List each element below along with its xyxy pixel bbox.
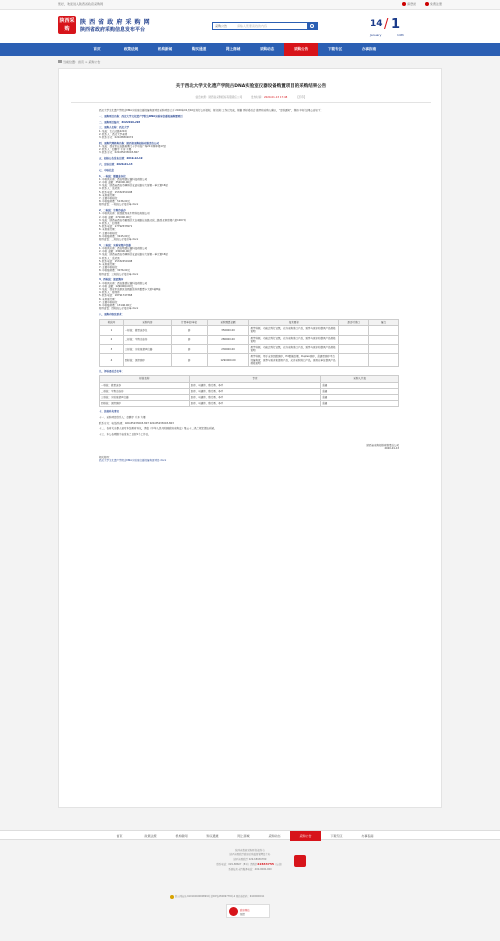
tail-line: 十二、各有关当事人若对本结果有异议，请依《中华人民共和国政府采购法》第五十二条之规定提出质疑。 [99, 427, 217, 431]
table-cell: 套 [171, 344, 207, 353]
table-cell: 教学科研，功能达到行业级，允许采购进口产品，需参与需求和提供产品规格说明 [249, 344, 339, 353]
table-cell: 赵炜、马建伟、蔡元勇、李平 [189, 382, 321, 388]
table-cell: 1 [100, 326, 124, 335]
table-row [100, 354, 399, 367]
table-header: 采购内容 [123, 319, 171, 325]
section-line: 4. 联系人：高武英 [99, 256, 120, 260]
account-links [394, 2, 442, 6]
table-header: 标段号 [100, 319, 124, 325]
section-line: 4. 联系人：赵伟燕 [99, 222, 120, 226]
section-line: 1. 中标供应商：西安维德仪器科技有限公司 [99, 281, 148, 285]
table-header: 备注 [369, 319, 399, 325]
nav-item[interactable]: 采购动态 [259, 47, 275, 51]
section-heading: 二、采购项目编号：ZCZ2019-293 [99, 120, 141, 124]
section-heading: 六、定标日期：2020-01-13 [99, 163, 133, 166]
table-cell: 套 [171, 335, 207, 344]
user-icon [402, 2, 406, 6]
table-cell: 教学科研，用于全基因组测序，Pd数据处理，Duplex测序，高通量测序平台设备购置，需参与需求和提供产品，允许采购进口产品，需供应单位提供产品规格说明 [249, 354, 339, 367]
table-cell: 3 [100, 344, 124, 353]
top-bar [0, 0, 500, 10]
search-button[interactable] [307, 23, 317, 29]
section-line: 7. 主要中标标的： [99, 197, 120, 201]
table-cell [369, 354, 399, 367]
breadcrumb: 当前位置：首页 > 采购公告 [58, 60, 100, 64]
table-cell: 二标段：生物冷冻存 [123, 335, 171, 344]
table-header: 专家 [189, 376, 321, 382]
section-line: 7. 主要中标标的： [99, 300, 120, 304]
footer-nav-item[interactable]: 购买通道 [206, 834, 219, 838]
table-cell: 高峰 [321, 388, 399, 394]
table-cell: 赵炜、马建伟、蔡元勇、李平 [189, 388, 321, 394]
site-header [0, 10, 500, 43]
footer-info [160, 849, 340, 872]
section-line: 8. 中标服务费：5136.00元 [99, 200, 131, 204]
table-cell: 赵炜、马建伟、蔡元勇、李平 [189, 401, 321, 407]
section-line: 4. 联系人：高武英 [99, 187, 120, 191]
table-cell [369, 335, 399, 344]
section-line: 5. 联系电话：18791747368 [99, 294, 133, 298]
section-line: 1. 地址：太白北路229号 [99, 129, 127, 133]
section-line: 5. 联系电话：15332450198 [99, 190, 133, 194]
section-line: 附件查看：四标段公示报价单.docx [99, 307, 139, 311]
divider [71, 102, 431, 103]
table-row [100, 344, 399, 353]
gov-badge-title: 政府网站 [240, 909, 250, 912]
table-cell [369, 326, 399, 335]
home-icon [58, 60, 62, 63]
table-cell: 三标段：实验室超声仪器 [100, 394, 190, 400]
section-line: 1. 地址：西安市长安路南寨门十字中段广场21号锦华楼17层 [99, 145, 167, 148]
table-header: 技术要求 [249, 319, 339, 325]
meta-date: 发布时间：2020-01-13 17:48 [250, 96, 288, 99]
search-scope-select[interactable]: 采购公告 [215, 24, 228, 28]
nav-item[interactable]: 办事指南 [361, 47, 377, 51]
footer-nav [0, 830, 500, 840]
section-line: 1. 中标供应商：西安明德仪器科技有限公司 [99, 247, 148, 251]
section-line: 5. 联系电话：17792533971 [99, 225, 133, 229]
search-input[interactable]: 请输入您要查找的内容 [237, 24, 268, 28]
table-cell: 教学科研，功能达到行业级，允许采购进口产品，需参与需求和提供产品规格说明 [249, 335, 339, 344]
footer-nav-item[interactable]: 首页 [116, 834, 123, 838]
table-cell: 一标段：微量冻存仪 [123, 326, 171, 335]
section-line: 2. 中标 金额：352000.00元 [99, 181, 132, 184]
register-icon [425, 2, 429, 6]
site-subtitle: 陕西省政府采购信息发布平台 [80, 27, 146, 33]
section-heading: 五、招标公告发布日期：2019-12-19 [99, 157, 143, 161]
section-heading: 3、三标段：实验室超声仪器 [99, 243, 131, 247]
site-footer [0, 841, 500, 941]
table-header: 标段名称 [100, 376, 190, 382]
table-cell: 高峰 [321, 401, 399, 407]
login-link[interactable]: 请登录 [402, 2, 416, 6]
footer-line: 陕西省政府采购网 版权所有 [235, 849, 265, 852]
footer-line: 陕西省财政厅 029-68936789 [233, 857, 267, 861]
table-cell [369, 344, 399, 353]
attachment-label: 相关附件： [99, 455, 112, 459]
footer-nav-item[interactable]: 政策法规 [144, 834, 157, 838]
tail-line: 十、其他补充事宜 [99, 409, 120, 413]
icp-info: 陕公网安备 61010402000899号 陕ICP备05009778号-2 网站标识码：6100000011 [170, 894, 350, 899]
table-cell [339, 344, 369, 353]
section-line: 2. 中标 金额：271000.00元 [99, 215, 132, 219]
nav-item[interactable]: 首页 [93, 47, 101, 51]
table-header: 采购人代表 [321, 376, 399, 382]
section-line: 8. 中标服务费：3245.00元 [99, 234, 131, 238]
date-big: 1 [391, 17, 401, 32]
footer-nav-item[interactable]: 下载专区 [330, 834, 343, 838]
date-display [370, 17, 410, 39]
table-header: 采购预算金额 [207, 319, 249, 325]
section-line: 8. 中标服务费：3076.00元 [99, 269, 131, 273]
site-logo[interactable]: 陕西采购 [59, 18, 75, 32]
article-meta [59, 95, 443, 99]
table-cell [339, 326, 369, 335]
section-line: 6. 未供需行顺： [99, 263, 118, 267]
gov-badge-sub: 找错 [240, 913, 245, 916]
footer-nav-item[interactable]: 机构新闻 [175, 834, 188, 838]
date-day: 14 [370, 19, 383, 29]
nav-item[interactable]: 下载专区 [327, 47, 343, 51]
date-month: January [370, 33, 382, 37]
section-line: 2. 联系人：西北大学老师 [99, 132, 128, 136]
section-line: 6. 未供需行顺： [99, 193, 118, 197]
footer-nav-item[interactable]: 采购公告 [290, 831, 321, 841]
nav-item[interactable]: 采购公告 [284, 43, 318, 56]
footer-nav-item[interactable]: 办事指南 [361, 834, 374, 838]
section-line: 2. 中标 金额：1290000.00元 [99, 284, 134, 288]
section-heading: 九、评标委员会名单： [99, 369, 125, 373]
register-link[interactable]: 免费注册 [425, 2, 442, 6]
table-cell: 三标段：实验室超声仪器 [123, 344, 171, 353]
table-row [100, 401, 399, 407]
section-line: 7. 主要中标标的： [99, 266, 120, 270]
sign-org: 陕西省采购招标有限责任公司 [366, 444, 399, 448]
section-line: 1. 中标供应商：陕西欧利来生物科技有限公司 [99, 212, 150, 216]
nav-item[interactable]: 购买通道 [191, 47, 207, 51]
print-link[interactable]: 【打印】 [296, 96, 307, 99]
site-title: 陕 西 省 政 府 采 购 网 [80, 19, 151, 26]
article-panel [58, 68, 442, 808]
footer-line: 联系电话：029-88607（8号）请拨打22833755（应急） [216, 862, 284, 867]
tail-line: 十三、本公告期限为自发布之日起1个工作日。 [99, 433, 151, 437]
table-cell: 高峰 [321, 382, 399, 388]
section-line: 附件查看：三标段公示报价单.docx [99, 272, 139, 276]
date-slash: / [384, 17, 389, 32]
footer-nav-item[interactable]: 采购动态 [268, 834, 281, 838]
section-line: 3. 联系方式：029-85233003-807 [99, 151, 139, 155]
footer-badge-icon[interactable] [294, 855, 306, 867]
table-cell: 2 [100, 335, 124, 344]
section-line: 7. 主要中标标的： [99, 231, 120, 235]
footer-nav-item[interactable]: 网上商城 [237, 834, 250, 838]
table-header: 计量单位/单位 [171, 319, 207, 325]
meta-source: 信息来源：陕西省采购招标有限责任公司 [195, 96, 243, 99]
article-body [99, 109, 399, 462]
table-cell: 280000.00 [207, 335, 249, 344]
tail-line: 联系方式：电话/传真：029-85233003-807 029-85233003-803 [99, 421, 174, 425]
section-line: 6. 未供需行顺： [99, 228, 118, 232]
section-heading: 1、一标段：微量冻存仪 [99, 174, 126, 178]
nav-item[interactable]: 政策法规 [123, 47, 139, 51]
gov-emblem-icon [229, 907, 238, 916]
welcome-text: 您好，欢迎进入陕西省政府采购网 [58, 2, 104, 6]
table-cell: 套 [171, 354, 207, 367]
procurement-table [99, 319, 399, 367]
section-line: 5. 联系电话：15332450198 [99, 259, 133, 263]
footer-line: 陕西省财政厅政府采购监督管理处主办 [229, 853, 271, 857]
section-heading: 七、中标信息 [99, 168, 115, 172]
table-cell: 230000.00 [207, 344, 249, 353]
article-intro: 西北大学文化遗产学院古DNA实验室仪器设备购置项目采购项目已于 2020年01月10日进行公开招标，现 招标 工作已完成，根据 评标委员会 推荐和采购人确认，“定标通知”，现将 中标 结果公告如下： [99, 109, 323, 112]
police-emblem-icon [170, 895, 174, 899]
gov-site-error-badge[interactable] [226, 904, 270, 918]
footer-line: 系统技术支持服务电话：400-0000-000 [228, 867, 272, 871]
section-line: 3. 地址：陕西省西安市雁塔区太白南路长安路北段二路西北商贸楼六层1007号 [99, 218, 187, 222]
main-nav [0, 43, 500, 56]
table-row [100, 335, 399, 344]
table-cell: 教学科研，功能达到行业级，允许采购进口产品，需参与需求和提供产品规格说明 [249, 326, 339, 335]
attachment-link[interactable]: 西北大学文化遗产学院古DNA实验室仪器设备购置项目.docx [99, 458, 167, 462]
table-cell: 二标段：生物冷冻存 [100, 388, 190, 394]
footer-nav-list [104, 831, 383, 841]
section-line: 附件查看：二标段公示报价单.docx [99, 238, 139, 242]
sign-date: 2020-01-13 [384, 447, 399, 451]
section-line: 3. 地址：西安市高新区高新路高科尚都摩卡大厦1栋B座 [99, 288, 161, 292]
table-cell: 赵炜、马建伟、蔡元勇、李平 [189, 394, 321, 400]
article-title: 关于西北大学文化遗产学院古DNA实验室仪器设备购置项目的采购结果公告 [175, 84, 327, 89]
nav-item[interactable]: 机构新闻 [157, 47, 173, 51]
section-line: 6. 未供需行顺： [99, 297, 118, 301]
table-cell [339, 335, 369, 344]
section-heading: 4、四标段：深度测序 [99, 278, 124, 282]
tail-line: 十一、采购项目联系人：赵鹏宇 王芳 左娜 [99, 415, 146, 419]
section-line: 1. 中标供应商：西安明德仪器科技有限公司 [99, 177, 148, 181]
table-cell: 1290000.00 [207, 354, 249, 367]
section-line: 3. 地址：陕西省西安市碑林区友谊东路东大厦第一单元第16层 [99, 253, 168, 257]
table-cell: 350000.00 [207, 326, 249, 335]
nav-item[interactable]: 网上商城 [225, 47, 241, 51]
table-cell: 四标段：深度测序 [123, 354, 171, 367]
search-bar [212, 22, 318, 30]
date-week: 14th [397, 33, 404, 37]
table-cell: 一标段：微量冻存 [100, 382, 190, 388]
section-heading: 三、采购人名称：西北大学 [99, 126, 130, 130]
section-heading: 八、采购内容及要求： [99, 313, 125, 317]
table-cell: 高峰 [321, 394, 399, 400]
section-line: 2. 中标 金额：230000.00元 [99, 250, 132, 254]
section-heading: 2、二标段：生物冷冻存 [99, 209, 126, 213]
search-icon [310, 24, 314, 28]
section-line: 3. 联系方式：029-88302074 [99, 136, 134, 139]
committee-table [99, 375, 399, 407]
section-line: 2. 联系人：赵鹏宇 王芳 左娜 [99, 148, 132, 152]
table-cell: 套 [171, 326, 207, 335]
table-header: 是否可进口 [339, 319, 369, 325]
table-cell [339, 354, 369, 367]
section-heading: 一、采购项目名称：西北大学文化遗产学院古DNA实验室仪器设备购置项目 [99, 114, 183, 118]
section-line: 4. 联系人：程伟伟 [99, 291, 120, 295]
section-line: 附件查看：一标段公示报价单.docx [99, 203, 139, 207]
table-cell: 4 [100, 354, 124, 367]
section-line: 3. 地址：陕西省西安市碑林区友谊东路东大厦第一单元第16层 [99, 184, 168, 188]
table-cell: 四标段：深度测序 [100, 401, 190, 407]
table-row [100, 326, 399, 335]
main-nav-list [80, 43, 386, 56]
section-heading: 四、采购代理机构名称：陕西省采购招标有限责任公司 [99, 141, 160, 145]
section-line: 8. 中标服务费：13146.00元 [99, 304, 132, 308]
